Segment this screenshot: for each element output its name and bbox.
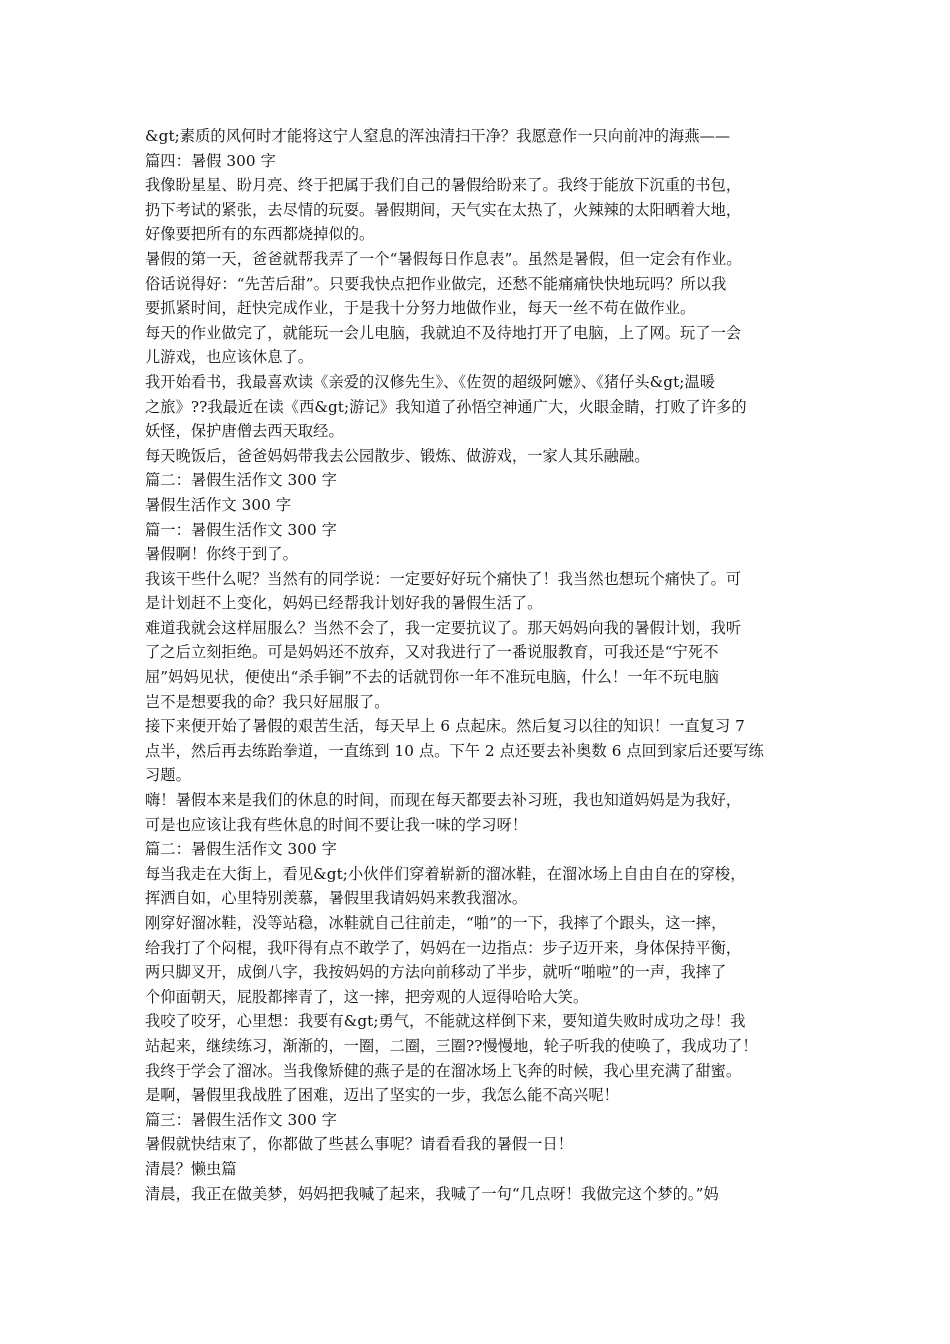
text-line: 点半，然后再去练跆拳道，一直练到 10 点。下午 2 点还要去补奥数 6 点回到家后还要写练 bbox=[145, 741, 764, 760]
text-line: 之旅》??我最近在读《西&gt;游记》我知道了孙悟空神通广大，火眼金睛，打败了许多的 bbox=[145, 397, 747, 416]
text-line: 刚穿好溜冰鞋，没等站稳，冰鞋就自己往前走，“啪”的一下，我摔了个跟头，这一摔， bbox=[145, 914, 727, 932]
text-line: 站起来，继续练习，渐渐的，一圈，二圈，三圈??慢慢地，轮子听我的使唤了，我成功了！ bbox=[145, 1036, 758, 1055]
text-line: 是啊，暑假里我战胜了困难，迈出了坚实的一步，我怎么能不高兴呢！ bbox=[145, 1086, 619, 1105]
text-line: 习题。 bbox=[145, 766, 191, 785]
text-line: 个仰面朝天，屁股都摔青了，这一摔，把旁观的人逗得哈哈大笑。 bbox=[145, 987, 589, 1006]
section-heading: 篇三：暑假生活作文 300 字 bbox=[145, 1110, 338, 1129]
text-line: 每天的作业做完了，就能玩一会儿电脑，我就迫不及待地打开了电脑，上了网。玩了一会 bbox=[145, 323, 742, 342]
section-heading: 篇二：暑假生活作文 300 字 bbox=[145, 840, 338, 859]
text-line: 好像要把所有的东西都烧掉似的。 bbox=[145, 225, 375, 244]
text-line: &gt;素质的风何时才能将这宁人窒息的浑浊清扫干净？我愿意作一只向前冲的海燕—— bbox=[145, 127, 731, 145]
text-line: 挥洒自如，心里特别羡慕，暑假里我请妈妈来教我溜冰。 bbox=[145, 889, 528, 908]
section-heading: 篇四：暑假 300 字 bbox=[145, 151, 276, 170]
text-line: 暑假的第一天，爸爸就帮我弄了一个“暑假每日作息表”。虽然是暑假，但一定会有作业。 bbox=[145, 249, 742, 268]
text-line: 我开始看书，我最喜欢读《亲爱的汉修先生》、《佐贺的超级阿嬷》、《猪仔头&gt;温暖 bbox=[145, 372, 716, 391]
text-line: 我该干些什么呢？当然有的同学说：一定要好好玩个痛快了！我当然也想玩个痛快了。可 bbox=[145, 569, 742, 588]
text-line: 暑假就快结束了，你都做了些甚么事呢？请看看我的暑假一日！ bbox=[145, 1135, 574, 1154]
section-heading: 清晨？懒虫篇 bbox=[145, 1159, 237, 1178]
section-heading: 篇二：暑假生活作文 300 字 bbox=[145, 471, 338, 490]
text-line: 给我打了个闷棍，我吓得有点不敢学了，妈妈在一边指点：步子迈开来，身体保持平衡， bbox=[145, 938, 742, 957]
text-line: 每当我走在大街上，看见&gt;小伙伴们穿着崭新的溜冰鞋，在溜冰场上自由自在的穿梭， bbox=[145, 864, 746, 883]
text-line: 屈”妈妈见状，便使出“杀手锏”不去的话就罚你一年不准玩电脑，什么！一年不玩电脑 bbox=[145, 668, 719, 687]
text-line: 清晨，我正在做美梦，妈妈把我喊了起来，我喊了一句“几点呀！我做完这个梦的。”妈 bbox=[145, 1184, 719, 1203]
text-line: 嗨！暑假本来是我们的休息的时间，而现在每天都要去补习班，我也知道妈妈是为我好， bbox=[145, 791, 742, 810]
text-line: 扔下考试的紧张，去尽情的玩耍。暑假期间，天气实在太热了，火辣辣的太阳晒着大地， bbox=[145, 200, 742, 219]
text-line: 我终于学会了溜冰。当我像矫健的燕子是的在溜冰场上飞奔的时候，我心里充满了甜蜜。 bbox=[145, 1061, 742, 1080]
text-line: 岂不是想要我的命？我只好屈服了。 bbox=[145, 692, 390, 711]
text-line: 每天晚饭后，爸爸妈妈带我去公园散步、锻炼、做游戏，一家人其乐融融。 bbox=[145, 446, 650, 465]
section-heading: 篇一：暑假生活作文 300 字 bbox=[145, 520, 338, 539]
text-line: 难道我就会这样屈服么？当然不会了，我一定要抗议了。那天妈妈向我的暑假计划，我听 bbox=[145, 618, 742, 637]
text-line: 可是也应该让我有些休息的时间不要让我一味的学习呀！ bbox=[145, 815, 528, 834]
text-line: 了之后立刻拒绝。可是妈妈还不放弃，又对我进行了一番说服教育，可我还是“宁死不 bbox=[145, 643, 719, 662]
text-line: 两只脚叉开，成倒八字，我按妈妈的方法向前移动了半步，就听“啪啦”的一声，我摔了 bbox=[145, 963, 727, 982]
text-line: 儿游戏，也应该休息了。 bbox=[145, 348, 314, 367]
text-line: 要抓紧时间，赶快完成作业，于是我十分努力地做作业，每天一丝不苟在做作业。 bbox=[145, 299, 696, 318]
text-line: 我像盼星星、盼月亮、终于把属于我们自己的暑假给盼来了。我终于能放下沉重的书包， bbox=[145, 176, 742, 195]
section-heading: 暑假生活作文 300 字 bbox=[145, 495, 292, 514]
text-line: 接下来便开始了暑假的艰苦生活，每天早上 6 点起床。然后复习以往的知识！一直复习 7 bbox=[145, 717, 745, 736]
text-line: 是计划赶不上变化，妈妈已经帮我计划好我的暑假生活了。 bbox=[145, 594, 543, 613]
document-page bbox=[145, 124, 825, 1206]
text-line: 俗话说得好：“先苦后甜”。只要我快点把作业做完，还愁不能痛痛快快地玩吗？所以我 bbox=[145, 274, 727, 293]
text-line: 妖怪，保护唐僧去西天取经。 bbox=[145, 422, 344, 441]
text-line: 我咬了咬牙，心里想：我要有&gt;勇气，不能就这样倒下来，要知道失败时成功之母！我 bbox=[145, 1012, 746, 1031]
text-line: 暑假啊！你终于到了。 bbox=[145, 545, 298, 564]
